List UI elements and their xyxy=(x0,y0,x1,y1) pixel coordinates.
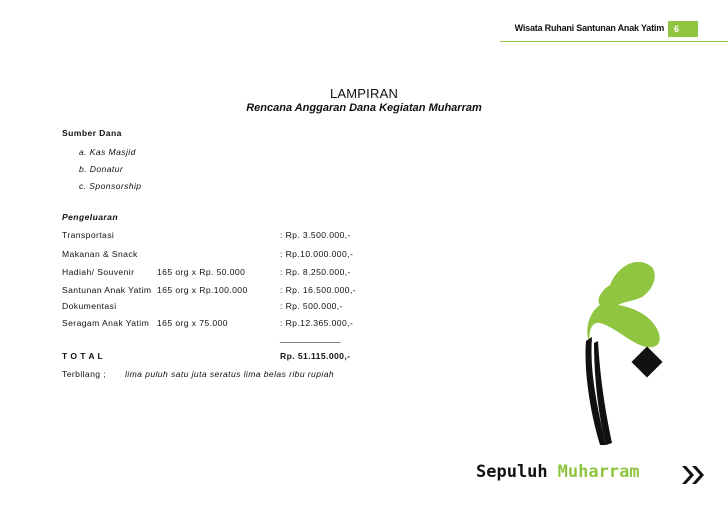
pengeluaran-heading: Pengeluaran xyxy=(62,212,118,222)
page-number-badge: 6 xyxy=(668,21,698,37)
sumber-item: b. Donatur xyxy=(79,164,124,174)
expense-name: Transportasi xyxy=(62,230,115,240)
terbilang-value: lima puluh satu juta seratus lima belas ribu rupiah xyxy=(125,369,335,379)
expense-amount: : Rp. 3.500.000,- xyxy=(280,230,351,240)
expense-row xyxy=(62,301,343,311)
sumber-heading: Sumber Dana xyxy=(62,128,122,138)
footer-word-sepuluh: Sepuluh xyxy=(476,462,548,482)
footer-brand xyxy=(476,462,640,482)
expense-name: Seragam Anak Yatim xyxy=(62,318,150,328)
total-amount: Rp. 51.115.000,- xyxy=(280,351,351,361)
expense-detail: 165 org x Rp.100.000 xyxy=(157,285,248,295)
expense-row xyxy=(62,318,354,328)
expense-name: Makanan & Snack xyxy=(62,249,138,259)
header-title: Wisata Ruhani Santunan Anak Yatim xyxy=(514,23,664,33)
expense-name: Santunan Anak Yatim xyxy=(62,285,152,295)
sumber-item: c. Sponsorship xyxy=(79,181,142,191)
expense-name: Hadiah/ Souvenir xyxy=(62,267,135,277)
sumber-item: a. Kas Masjid xyxy=(79,147,136,157)
expense-row xyxy=(62,249,354,259)
terbilang-row xyxy=(62,369,335,379)
double-chevron-right-icon xyxy=(680,464,706,486)
expense-detail: 165 org x Rp. 50.000 xyxy=(157,267,246,277)
expense-name: Dokumentasi xyxy=(62,301,117,311)
expense-amount: : Rp.12.365.000,- xyxy=(280,318,354,328)
expense-row xyxy=(62,230,351,240)
expense-amount: : Rp. 8.250.000,- xyxy=(280,267,351,277)
arabic-calligraphy-icon xyxy=(570,245,680,455)
document-subtitle: Rencana Anggaran Dana Kegiatan Muharram xyxy=(246,102,482,114)
expense-amount: : Rp. 16.500.000,- xyxy=(280,285,356,295)
terbilang-label: Terbilang ; xyxy=(62,369,107,379)
total-row xyxy=(62,351,351,361)
footer-word-muharram: Muharram xyxy=(557,462,640,482)
document-title: LAMPIRAN xyxy=(329,86,399,101)
header-rule xyxy=(500,41,728,42)
expense-amount: : Rp. 500.000,- xyxy=(280,301,343,311)
expense-row xyxy=(62,267,351,277)
expense-detail: 165 org x 75.000 xyxy=(157,318,228,328)
total-label: T O T A L xyxy=(62,351,104,361)
expense-amount: : Rp.10.000.000,- xyxy=(280,249,354,259)
expense-row xyxy=(62,285,356,295)
sum-separator: ______________ xyxy=(280,333,340,343)
